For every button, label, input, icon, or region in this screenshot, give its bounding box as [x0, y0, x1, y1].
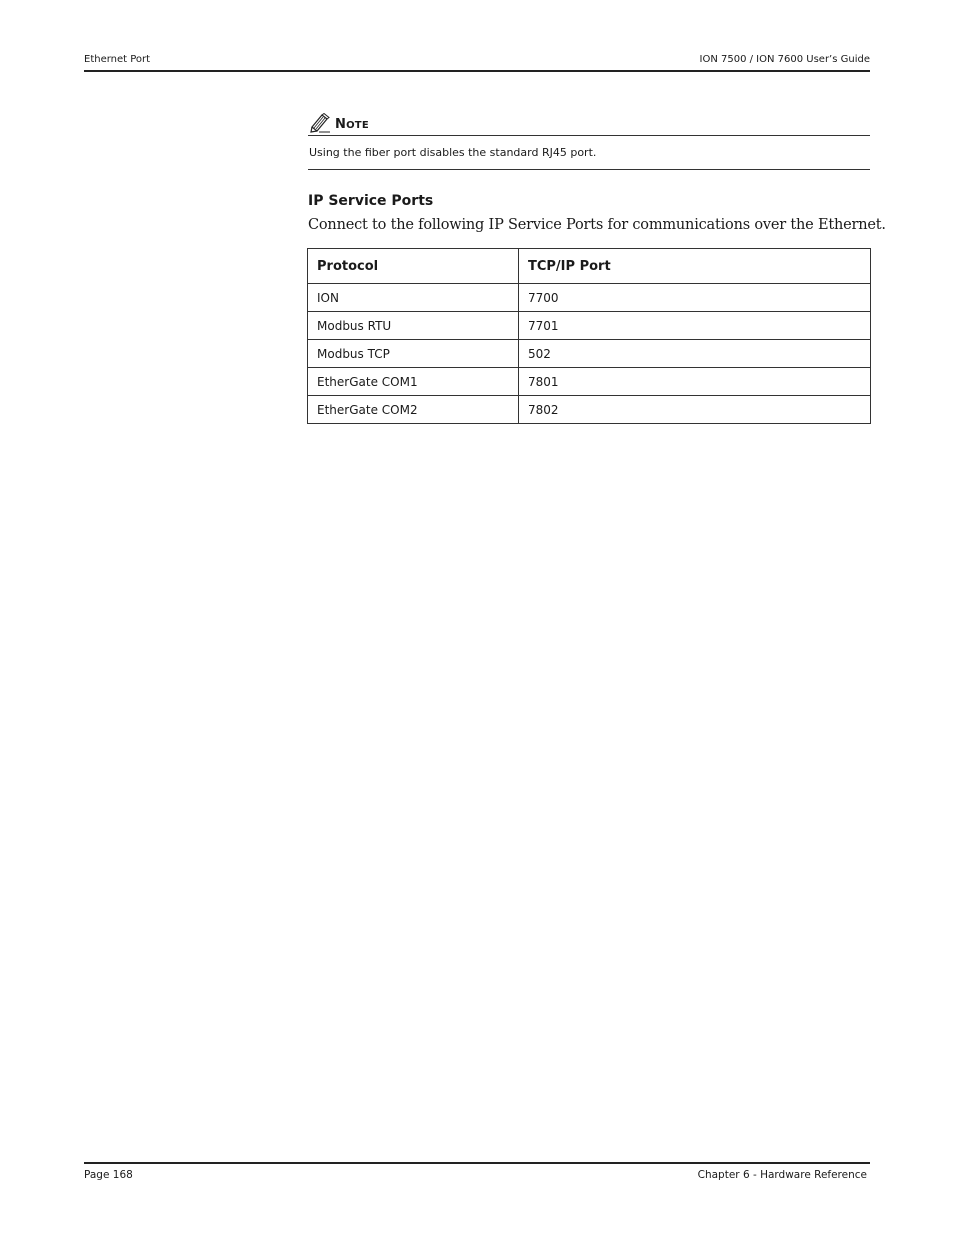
footer-page-number: Page 168: [84, 1169, 133, 1181]
note-label-initial: N: [335, 117, 347, 132]
protocol-cell: EtherGate COM1: [308, 368, 519, 396]
note-title: [308, 112, 870, 136]
section-heading: IP Service Ports: [308, 193, 434, 209]
header-section-title: Ethernet Port: [84, 54, 151, 65]
note-label: [335, 117, 369, 132]
table-row: [308, 284, 871, 312]
port-cell: 7801: [519, 368, 871, 396]
table-header-row: [308, 249, 871, 284]
port-cell: 7802: [519, 396, 871, 424]
note-text: Using the fiber port disables the standard RJ45 port.: [308, 136, 870, 170]
protocol-cell: Modbus TCP: [308, 340, 519, 368]
page-header: [84, 52, 870, 72]
section-intro: Connect to the following IP Service Ports for communications over the Ethernet.: [308, 217, 886, 233]
ip-service-ports-table: [307, 248, 871, 424]
page-footer: [84, 1162, 870, 1181]
footer-chapter: Chapter 6 - Hardware Reference: [697, 1169, 867, 1181]
table-row: [308, 396, 871, 424]
column-header-port: TCP/IP Port: [519, 249, 871, 284]
note-box: [308, 112, 870, 170]
note-label-rest: OTE: [346, 120, 369, 131]
port-cell: 7700: [519, 284, 871, 312]
table-row: [308, 340, 871, 368]
header-guide-title: ION 7500 / ION 7600 User’s Guide: [699, 54, 870, 65]
table-row: [308, 368, 871, 396]
protocol-cell: Modbus RTU: [308, 312, 519, 340]
port-cell: 7701: [519, 312, 871, 340]
note-pencil-icon: [310, 113, 332, 133]
column-header-protocol: Protocol: [308, 249, 519, 284]
table-row: [308, 312, 871, 340]
port-cell: 502: [519, 340, 871, 368]
protocol-cell: EtherGate COM2: [308, 396, 519, 424]
protocol-cell: ION: [308, 284, 519, 312]
